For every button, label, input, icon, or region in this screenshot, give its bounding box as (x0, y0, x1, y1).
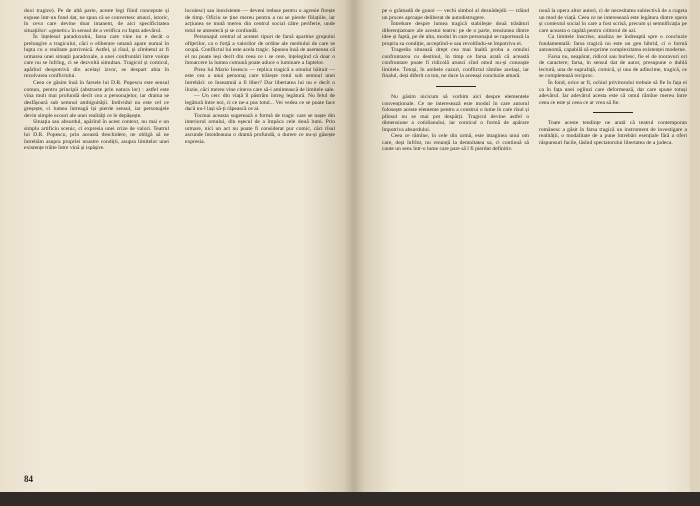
paragraph: Tragedia situează drept cea mai înaltă proba a omului confruntarea cu destinul, în timp ce farsa arată că această confruntare poate fi ridicolă atunci cînd omul nu-și cunoaște limitele. Totuși, în ambele cazuri, conflictul rămîne același, iar finalul, deși diferit ca ton, ne duce la aceeași concluzie amară. (382, 47, 529, 80)
right-page-column-2 (539, 8, 687, 146)
paragraph: Ceea ce rămîne, în cele din urmă, este imaginea unui om care, deși înfrînt, nu renunță la demnitatea sa, ci continuă să caute un sens într-o lume care pare să l fi pierdut definitiv. (382, 133, 529, 153)
paragraph: — Un cerc din viață îl păstrăm întreg legătură. Nu felul de legătură între noi, ci ce ne-a pus totul... Vei vedea ce se poate face dacă nu-l lași să-ți răpească ce ai. (185, 93, 335, 113)
page-edge (690, 0, 700, 506)
paragraph: În înțelesul paradoxului, farsa care vine nu e decât o prelungire a tragicului, căci o eliberare umană apare numai în lupta cu o realitate potrivnică. Astfel, și rîsul, și zîmbetul ar fi urmarea unei situații paradoxale, a unei confruntări între voințe care nu se înfrîng, ci se dezvoltă simultan. Tragicul și comicul, apărînd deopotrivă din același izvor, se despart abia în rezolvarea conflictului. (24, 34, 169, 80)
bottom-shadow-band (0, 492, 700, 506)
left-page-column-1 (24, 8, 169, 152)
paragraph: pe o grămadă de gunoi — vechi simbol al deznădejdii — trăind un proces aproape deliberat de autodistrugere. (382, 8, 529, 21)
page-number: 84 (24, 474, 33, 484)
right-page-column-1 (382, 8, 529, 153)
paragraph: Ca limitele înscrise, analiza ne îndreaptă spre o concluzie fundamentală: farsa tragică nu este un gen hibrid, ci o formă autonomă, capabilă să exprime complexitatea existenței moderne. (539, 34, 687, 54)
left-page-column-2 (185, 8, 335, 145)
paragraph: Farsa nu, neapărat, ridicol sau burlesc, fie el de moravuri ori de caractere; farsa, în sensul dat de autor, presupune o dublă lectură, una de suprafață, comică, și una de adîncime, tragică, ce se completează reciproc. (539, 53, 687, 80)
paragraph: Toate aceste tendințe ne arată că teatrul contemporan românesc a găsit în farsa tragică un instrument de investigare a realității, o modalitate de a pune întrebări esențiale fără a oferi răspunsuri facile, lăsînd spectatorului libertatea de a judeca. (539, 120, 687, 146)
paragraph: doxi tragice). Pe de altă parte, aceste legi fiind concepute și expuse într-un fond dat, ne spun că se convertesc atunci, istoric, în ceva care devine doar imanent, de aici specificitatea situațiilor: «genetic» în sensul de a verifica cu fapta adevărul. (24, 8, 169, 34)
paragraph: Pirea lui Mario Iosescu — replica tragică a omului hăituit — este cea a unui personaj care trăiește totul sub semnul unei întrebări: ce înseamnă a fi liber? Dar libertatea lui nu e decît o iluzie, căci mereu vine cineva care să-i amintească de limitele sale. (185, 66, 335, 93)
paragraph: În fond, orice ar fi, ochiul privitorului trebuie să fie în fața ei ca în fața unei oglinzi care deformează, dar care spune totuși adevărul. Iar adevărul acesta este că omul rămîne mereu între ceea ce este și ceea ce ar vrea să fie. (539, 80, 687, 106)
paragraph: Ceea ce găsim însă în farsele lui D.R. Popescu este sensul comun, pentru principii (abstracte prin natura lor) : astfel este vina mult mai profundă decît cea a personajelor, iar drama se desfășoară sub semnul ambiguității. Individul nu este cel ce greșește, ci lumea întreagă își pierde sensul, iar personajele devin simple ecouri ale unei realități ce le depășește. (24, 80, 169, 119)
paragraph: Tocmai aceasta sugerează o formă de tragic care se naște din interiorul omului, din eșecul de a împăca cele două lumi. Prin urmare, nici un act nu poate fi considerat pur comic, căci rîsul ascunde întotdeauna o dramă profundă, o durere ce nu-și găsește expresia. (185, 112, 335, 145)
paragraph: Personajul central al acestei tipuri de farsă apartine grupului ofiţerilor, ca o forţă a valorilor de ordine ale mediului de care se ocupă. Conflictul lui este acela tragic. Spunea însă de asemenea că el nu poate ieși decît din ceea ce i se cere, înțelegînd că doar o întoarcere la lumea comună poate aduce o luminare a faptelor. (185, 34, 335, 67)
paragraph: nouă la opera altor autori, ci de necesitatea subiectivă de a cugeta un mod de viață. Ceea ce ne interesează este legătura dintre opera și contextul social în care a fost scrisă, precum și semnificația pe care aceasta o capătă pentru cititorul de azi. (539, 8, 687, 34)
paragraph: Situația sau absurdul, apărînd în acest context, nu mai e un simplu artificiu scenic, ci expresia unei crize de valori. Teatrul lui D.R. Popescu, prin această deschidere, ne obligă să ne întrebăm asupra propriei noastre condiții, asupra limitelor unei existențe trăite între vină și ispășire. (24, 119, 169, 152)
section-separator (593, 112, 633, 113)
section-separator (436, 86, 476, 87)
paragraph: Nu găsim nicicum să vorbim aici despre elementele convenționale. Ce ne interesează este modul în care autorul folosește aceste elemente pentru a construi o lume în care rîsul și plînsul nu se mai pot despărți. Tragicul devine astfel o dimensiune a cotidianului, iar comicul o formă de apărare împotriva absurdului. (382, 94, 529, 133)
paragraph: locuiesc) sau inexistente — deveni reduse pentru o agresie firește de timp. Oficiu se ține mereu pentru a nu se pierde filiațiile, iar acțiunea se mută mereu din centrul social către periferie, unde totul se amestecă și se confundă. (185, 8, 335, 34)
right-page (354, 0, 700, 506)
paragraph: Întrebare despre lumea tragică stabilește două trăsături diferențiatoare ale acestui teatru: pe de o parte, tensiunea dintre idee și faptă, pe de alta, modul în care personajul se raportează la propria sa condiție, acceptînd-o sau revoltîndu-se împotriva ei. (382, 21, 529, 47)
